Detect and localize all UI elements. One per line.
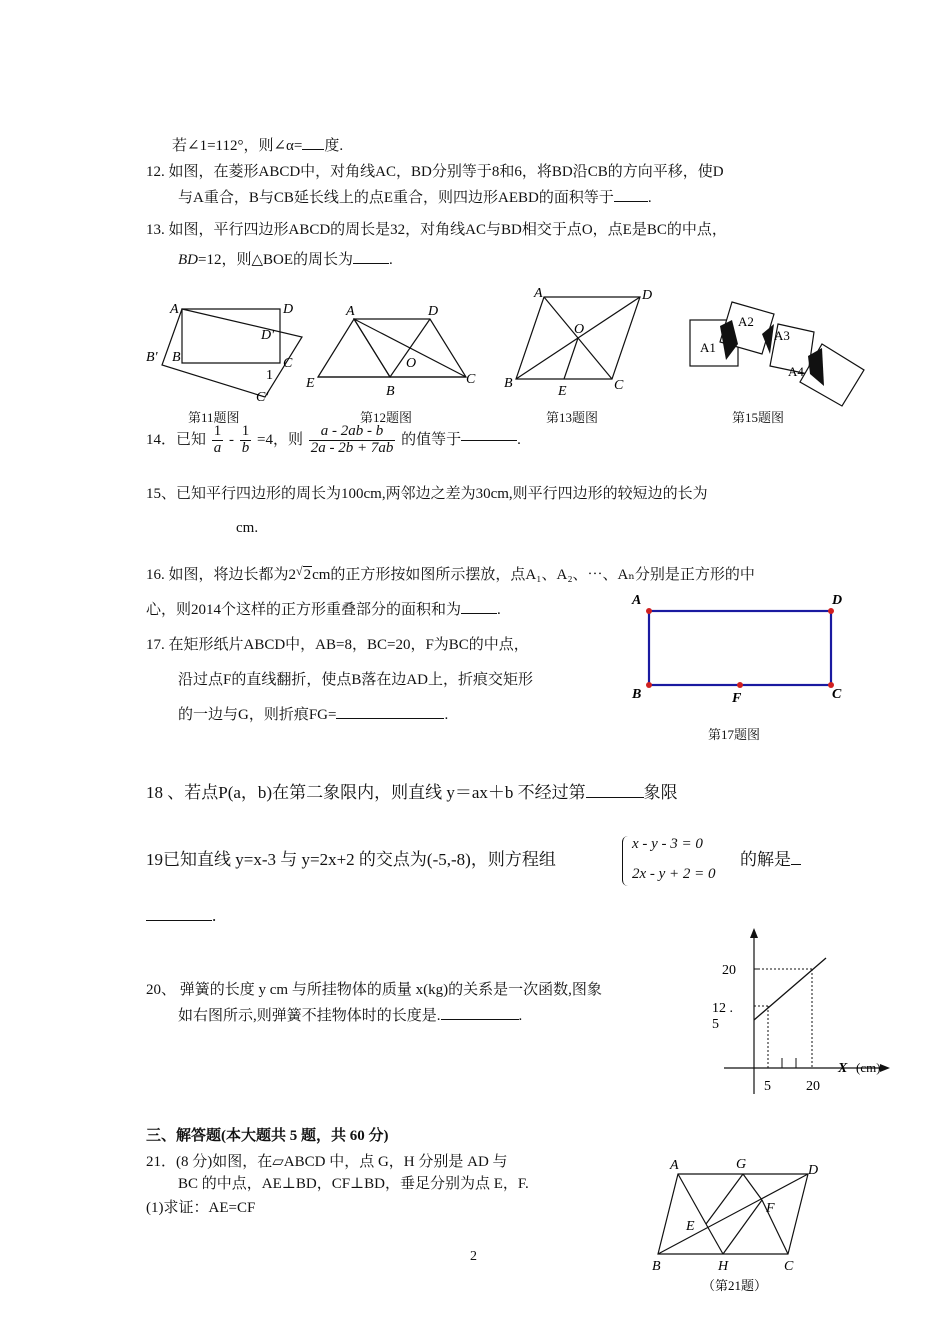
fig13-oe — [564, 338, 578, 379]
fig17-point-b — [646, 682, 652, 688]
q14-fraction-2: $\frac{1}{b}$ — [241, 423, 250, 456]
fig21-label: C — [784, 1259, 794, 1274]
q19-brace — [622, 836, 629, 886]
fig13-label: O — [574, 322, 585, 337]
fig12-translated — [318, 319, 390, 377]
fig13-label: A — [534, 286, 543, 301]
fig21-label: D — [808, 1163, 819, 1178]
q13-line2: BD=12，则△BOE的周长为 . — [178, 252, 393, 268]
fig20-y-label: 12 . — [712, 1001, 733, 1016]
q17-line3: 的一边与G，则折痕FG= . — [178, 707, 449, 723]
fig21-label: E — [686, 1219, 695, 1234]
figure-11 — [140, 295, 310, 405]
fig13-label: D — [642, 288, 653, 303]
q11-tail: 若∠1=112°，则∠α= 度. — [172, 138, 344, 154]
section-3-title: 三、解答题(本大题共 5 题，共 60 分) — [146, 1128, 389, 1144]
fig20-x-axis-label: X — [838, 1061, 848, 1076]
fig11-label: A — [170, 302, 179, 317]
fig15-label: A3 — [774, 328, 790, 343]
figure-20-graph — [700, 926, 900, 1098]
fig17-label: D — [832, 593, 843, 608]
q19-system — [622, 834, 742, 890]
fig17-caption: 第17题图 — [708, 727, 761, 742]
fig13-label: B — [504, 376, 513, 391]
fig12-label: D — [428, 304, 439, 319]
page-number: 2 — [470, 1249, 477, 1264]
fig17-point-f — [737, 682, 743, 688]
fig17-label: F — [732, 691, 742, 706]
q19-answer: . — [146, 906, 216, 926]
fig11-label: 1 — [266, 368, 273, 383]
fig15-label: A2 — [738, 314, 754, 329]
figure-12 — [300, 295, 490, 405]
q21-line1: 21．(8 分)如图，在▱ABCD 中，点 G，H 分别是 AD 与 — [146, 1154, 508, 1170]
fig21-hf — [723, 1200, 762, 1254]
q14-fraction-1: $\frac{1}{a}$ — [213, 423, 222, 456]
q19-eq1: x - y - 3 = 0 — [632, 836, 703, 852]
fig11-label: C' — [256, 390, 269, 405]
q16-line1: 16. 如图，将边长都为2√2cm的正方形按如图所示摆放，点A₁、A₂、⋯、Aₙ分别是正方形的中 — [146, 564, 755, 583]
q11-text: 若∠1=112°，则∠α= — [172, 138, 303, 154]
fig17-label: A — [632, 593, 642, 608]
fig11-folded — [162, 309, 302, 397]
q20-line1: 20、 弹簧的长度 y cm 与所挂物体的质量 x(kg)的关系是一次函数,图象 — [146, 982, 602, 998]
fig17-label: B — [632, 687, 642, 702]
fig12-label: B — [386, 384, 395, 399]
q21-line2: BC 的中点，AE⊥BD，CF⊥BD，垂足分别为点 E，F. — [178, 1176, 529, 1192]
q19-text: 19已知直线 y=x-3 与 y=2x+2 的交点为(-5,-8)，则方程组 — [146, 850, 556, 869]
fig20-y-label: 20 — [722, 963, 736, 978]
fig21-label: A — [670, 1158, 679, 1173]
q19-suffix: 的解是 — [740, 845, 801, 870]
fig21-label: B — [652, 1259, 661, 1274]
fig15-caption: 第15题图 — [732, 410, 785, 425]
fig13-label: E — [558, 384, 567, 399]
figure-13 — [500, 283, 670, 403]
fig20-y-label: 5 — [712, 1017, 719, 1032]
fig20-x-unit: (cm) — [856, 1060, 881, 1075]
q12-line2: 与A重合，B与CB延长线上的点E重合，则四边形AEBD的面积等于 . — [178, 190, 652, 206]
fig13-label: C — [614, 378, 624, 393]
fig21-he — [706, 1224, 723, 1254]
q20-line2: 如右图所示,则弹簧不挂物体时的长度是. . — [178, 1008, 523, 1024]
fig17-point-d — [828, 608, 834, 614]
fig21-label: H — [718, 1259, 729, 1274]
fig11-caption: 第11题图 — [188, 410, 240, 425]
q17-line2: 沿过点F的直线翻折，使点B落在边AD上，折痕交矩形 — [178, 672, 534, 688]
fig21-ae — [678, 1174, 706, 1224]
fig21-label: G — [736, 1157, 747, 1172]
q14: 14．已知 $\frac{1}{a}$ - $\frac{1}{b}$ =4，则 $\frac{a - 2ab - b}{2a - 2b + 7ab}$ 的值等于 . — [146, 423, 521, 456]
fig13-caption: 第13题图 — [546, 410, 599, 425]
fig21-ge — [706, 1174, 743, 1224]
fig11-label: D' — [261, 328, 275, 343]
q21-line3: (1)求证：AE=CF — [146, 1200, 256, 1216]
figure-17 — [620, 588, 850, 706]
fig15-label: A1 — [700, 340, 716, 355]
q16-line2: 心，则2014个这样的正方形重叠部分的面积和为 . — [146, 602, 501, 618]
fig21-gf — [743, 1174, 762, 1200]
fig15-label: A4 — [788, 364, 804, 379]
q15-line2: cm. — [236, 520, 259, 536]
fig21-diagonal-bd — [658, 1174, 808, 1254]
fig21-caption: （第21题） — [702, 1278, 768, 1293]
fig12-label: A — [346, 304, 355, 319]
fig17-label: C — [832, 687, 842, 702]
fig17-point-a — [646, 608, 652, 614]
q15-line1: 15、已知平行四边形的周长为100cm,两邻边之差为30cm,则平行四边形的较短边的长为 — [146, 486, 708, 502]
figure-21 — [640, 1150, 830, 1296]
fig20-y-arrow — [750, 928, 758, 938]
q17-line1: 17. 在矩形纸片ABCD中，AB=8，BC=20，F为BC的中点， — [146, 637, 529, 653]
fig12-label: E — [306, 376, 315, 391]
fig11-label: D — [283, 302, 294, 317]
fig12-label: O — [406, 356, 417, 371]
figure-15 — [684, 296, 874, 408]
fig11-label: B — [172, 350, 181, 365]
q18: 18 、若点P(a，b)在第二象限内，则直线 y＝ax＋b 不经过第 象限 — [146, 783, 678, 802]
fig20-line — [754, 958, 826, 1020]
q14-fraction-3: $\frac{a - 2ab - b}{2a - 2b + 7ab}$ — [310, 423, 394, 456]
fig17-rectangle — [649, 611, 831, 685]
fig21-label: F — [766, 1201, 775, 1216]
fig11-label: B' — [146, 350, 158, 365]
fig20-x-label: 5 — [764, 1079, 771, 1094]
fig11-label: C — [283, 356, 293, 371]
q19-eq2: 2x - y + 2 = 0 — [632, 866, 716, 882]
fig12-label: C — [466, 372, 476, 387]
fig20-x-arrow — [880, 1064, 890, 1072]
q12-line1: 12. 如图，在菱形ABCD中，对角线AC，BD分别等于8和6，将BD沿CB的方向平移，使D — [146, 164, 724, 180]
fig12-caption: 第12题图 — [360, 410, 413, 425]
fig20-x-label: 20 — [806, 1079, 820, 1094]
q13-line1: 13. 如图，平行四边形ABCD的周长是32，对角线AC与BD相交于点O，点E是BC的中点， — [146, 222, 727, 238]
